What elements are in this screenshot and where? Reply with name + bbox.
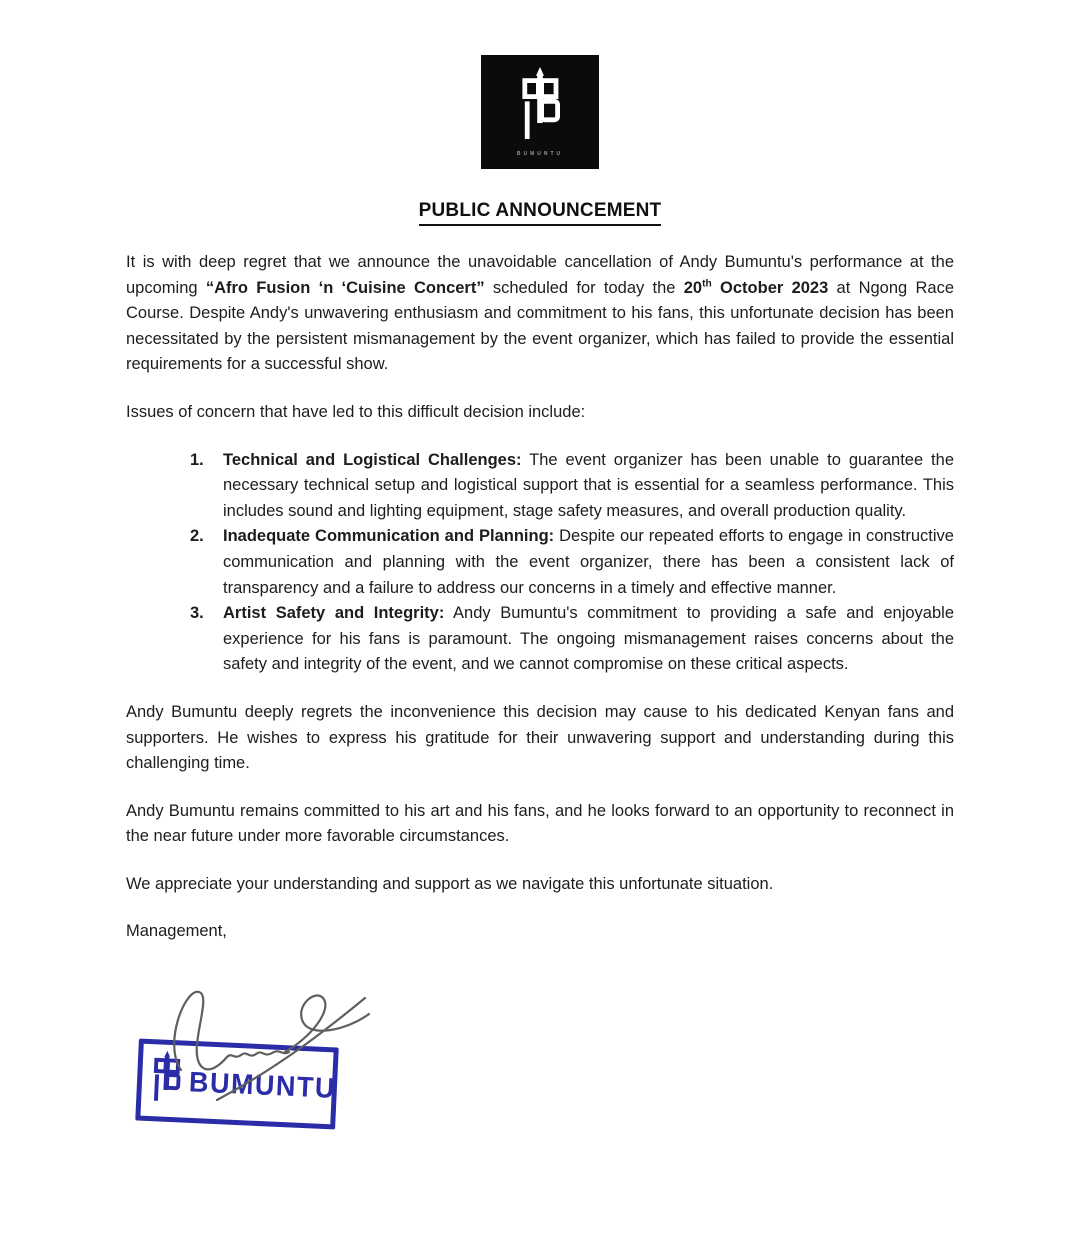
list-item	[190, 448, 954, 525]
intro-paragraph: It is with deep regret that we announce the unavoidable cancellation of Andy Bumuntu's performance at the upcoming “Afro Fusion ‘n ‘Cuisine Concert” scheduled for today the 20th October 2023 at Ngong Race Course. Despite Andy's unwavering enthusiasm and commitment to his fans, this unfortunate decision has been necessitated by the persistent mismanagement by the event organizer, which has failed to provide the essential requirements for a successful show.	[126, 253, 955, 374]
regret-paragraph: Andy Bumuntu deeply regrets the inconvenience this decision may cause to his dedicated Kenyan fans and supporters. He wishes to express his gratitude for their unwavering support and understanding during this challenging time.	[126, 702, 954, 773]
stamp-label: BUMUNTU	[188, 1065, 337, 1104]
brand-logo	[481, 55, 599, 169]
letter-body	[126, 250, 954, 945]
issues-list	[126, 448, 954, 678]
list-item	[190, 524, 954, 601]
appreciation-paragraph: We appreciate your understanding and support as we navigate this unfortunate situation.	[126, 874, 774, 893]
signature-block	[127, 967, 507, 1177]
list-item	[190, 601, 954, 678]
bumuntu-monogram-icon	[514, 67, 566, 147]
list-item-text: Inadequate Communication and Planning: Despite our repeated efforts to engage in constructive communication and planning with the event organizer, there has been a consistent lack of transparency and a failure to address our concerns in a timely and effective manner.	[223, 527, 954, 597]
page-title: PUBLIC ANNOUNCEMENT	[419, 200, 662, 226]
logo-caption: BUMUNTU	[516, 151, 564, 157]
commitment-paragraph: Andy Bumuntu remains committed to his art and his fans, and he looks forward to an opportunity to reconnect in the near future under more favorable circumstances.	[126, 801, 954, 846]
list-item-number: 2.	[190, 527, 204, 546]
list-item-text: Artist Safety and Integrity: Andy Bumuntu's commitment to providing a safe and enjoyable experience for his fans is paramount. The ongoing mismanagement raises concerns about the safety and integrity of the event, and we cannot compromise on these critical aspects.	[223, 604, 954, 674]
issues-lead-paragraph: Issues of concern that have led to this difficult decision include:	[126, 402, 586, 421]
list-item-text: Technical and Logistical Challenges: The event organizer has been unable to guarantee the necessary technical setup and logistical support that is essential for a seamless performance. This includes sound and lighting equipment, stage safety measures, and overall production quality.	[223, 450, 954, 520]
list-item-number: 3.	[190, 604, 204, 623]
handwritten-signature	[135, 972, 385, 1107]
list-item-number: 1.	[190, 450, 204, 469]
signoff: Management,	[126, 922, 227, 941]
